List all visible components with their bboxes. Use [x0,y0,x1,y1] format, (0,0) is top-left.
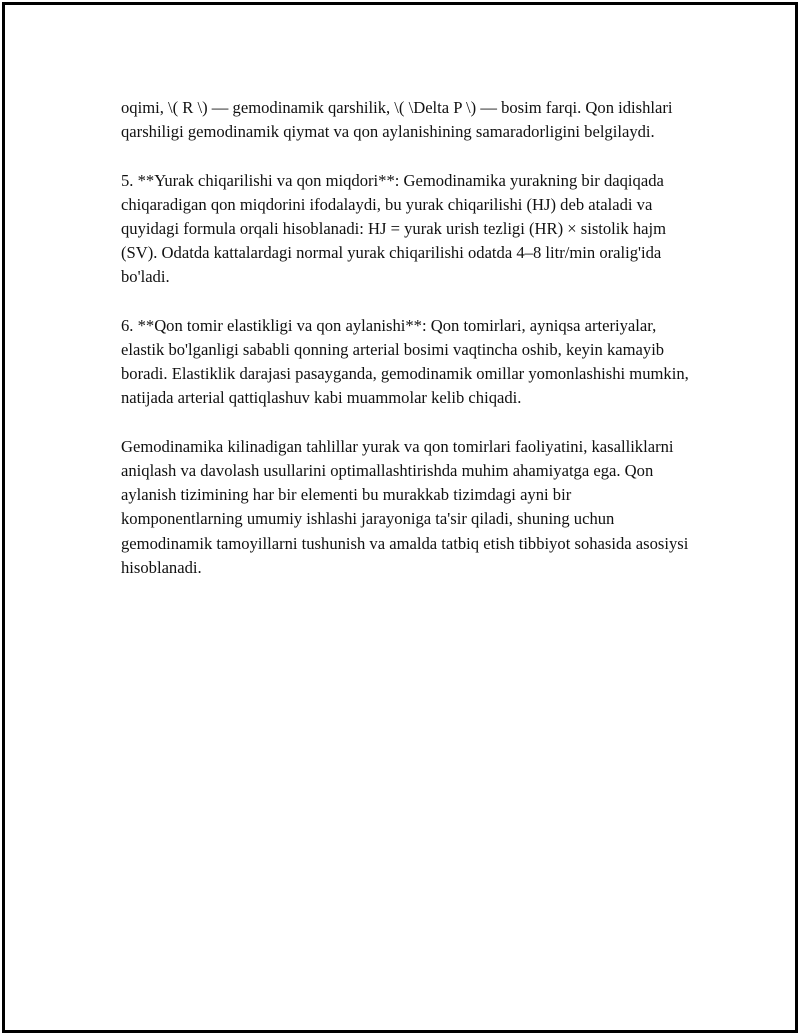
paragraph-conclusion: Gemodinamika kilinadigan tahlillar yurak va qon tomirlari faoliyatini, kasalliklarni aniqlash va davolash usullarini optimallashtirishda muhim ahamiyatga ega. Qon aylanish tizimining har bir elementi bu murakkab tizimdagi ayni bir komponentlarning umumiy ishlashi jarayoniga ta'sir qiladi, shuning uchun gemodinamik tamoyillarni tushunish va amalda tatbiq etish tibbiyot sohasida asosiysi hisoblanadi. [121,436,689,577]
document-body [121,96,691,604]
paragraph-vessel-elasticity: 6. **Qon tomir elastikligi va qon aylanishi**: Qon tomirlari, ayniqsa arteriyalar, elastik bo'lganligi sababli qonning arterial bosimi vaqtincha oshib, keyin kamayib boradi. Elastiklik darajasi pasayganda, gemodinamik omillar yomonlashishi mumkin, natijada arterial qattiqlashuv kabi muammolar kelib chiqadi. [121,315,689,408]
paragraph-resistance: oqimi, \( R \) — gemodinamik qarshilik, \( \Delta P \) — bosim farqi. Qon idishlari qarshiligi gemodinamik qiymat va qon aylanishining samaradorligini belgilaydi. [121,98,673,142]
paragraph-cardiac-output: 5. **Yurak chiqarilishi va qon miqdori**: Gemodinamika yurakning bir daqiqada chiqaradigan qon miqdorini ifodalaydi, bu yurak chiqarilishi (HJ) deb ataladi va quyidagi formula orqali hisoblanadi: HJ = yurak urish tezligi (HR) × sistolik hajm (SV). Odatda kattalardagi normal yurak chiqarilishi odatda 4–8 litr/min oralig'ida bo'ladi. [121,170,667,287]
document-page [2,2,798,1033]
